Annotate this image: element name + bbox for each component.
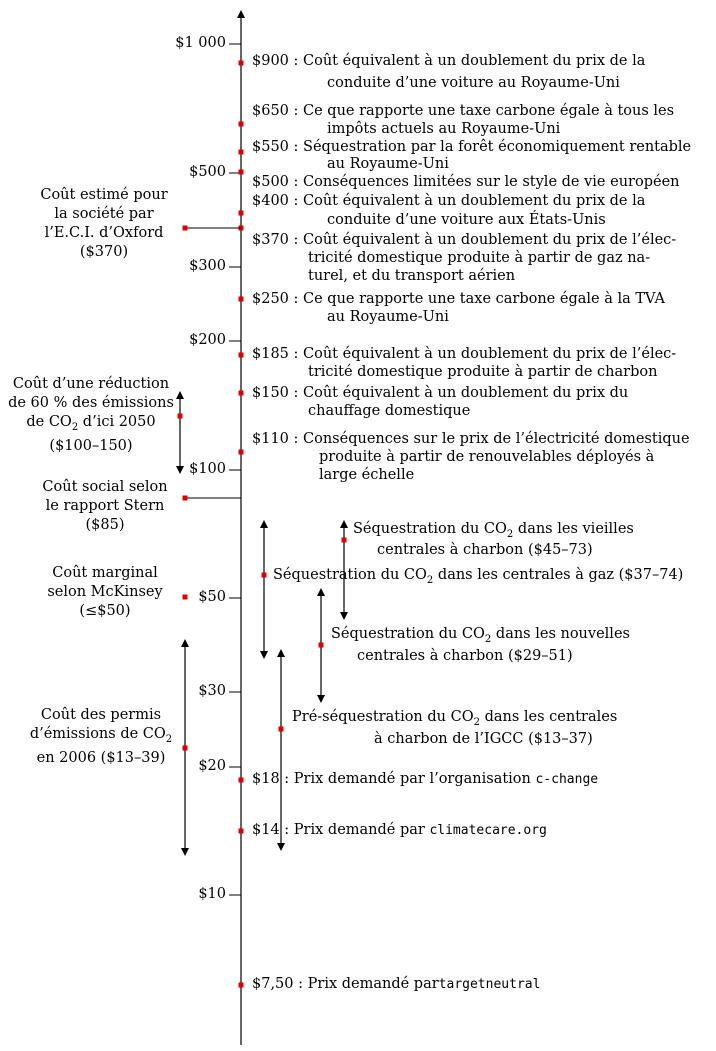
item-650: $650 : Ce que rapporte une taxe carbone égale à tous les bbox=[252, 103, 675, 119]
tick-label: $300 bbox=[189, 258, 226, 274]
marker-110 bbox=[239, 450, 244, 455]
item-14: $14 : Prix demandé par climatecare.org bbox=[252, 822, 547, 838]
tick-label: $1 000 bbox=[175, 35, 226, 51]
item-185-line2: tricité domestique produite à partir de charbon bbox=[308, 364, 658, 380]
marker-18 bbox=[239, 778, 244, 783]
marker-185 bbox=[239, 353, 244, 358]
item-900: $900 : Coût équivalent à un doublement du prix de la bbox=[252, 53, 646, 69]
ccs-gaz: Séquestration du $CO_2$ dans les centrales à gaz ($37–74) bbox=[273, 567, 684, 586]
tick-label: $200 bbox=[189, 332, 226, 348]
item-650-line2: impôts actuels au Royaume-Uni bbox=[327, 121, 561, 137]
marker-250 bbox=[239, 297, 244, 302]
tick-label: $30 bbox=[198, 683, 226, 699]
ccs-nouvelles: Séquestration du $CO_2$ dans les nouvelles bbox=[331, 626, 630, 645]
tick-label: $500 bbox=[189, 164, 226, 180]
left-oxford: Coût estimé pour la société par l’E.C.I. d’Oxford ($370) bbox=[40, 187, 168, 260]
ccs-vieilles-line2: centrales à charbon ($45–73) bbox=[377, 542, 593, 558]
marker-900 bbox=[239, 61, 244, 66]
marker-650 bbox=[239, 122, 244, 127]
marker-150 bbox=[239, 391, 244, 396]
item-18: $18 : Prix demandé par l’organisation c-change bbox=[252, 771, 599, 787]
item-500: $500 : Conséquences limitées sur le style de vie européen bbox=[252, 174, 680, 190]
item-250: $250 : Ce que rapporte une taxe carbone égale à la TVA bbox=[252, 291, 665, 307]
marker-500 bbox=[239, 170, 244, 175]
item-110: $110 : Conséquences sur le prix de l’électricité domestique bbox=[252, 431, 690, 447]
item-900-line2: conduite d’une voiture au Royaume-Uni bbox=[327, 75, 620, 91]
ccs-vieilles: Séquestration du $CO_2$ dans les vieilles bbox=[353, 521, 634, 540]
left-stern: Coût social selon le rapport Stern ($85) bbox=[42, 479, 168, 533]
ccs-igcc: Pré-séquestration du $CO_2$ dans les centrales bbox=[292, 709, 618, 728]
tick-label: $10 bbox=[198, 886, 226, 902]
marker-14 bbox=[239, 829, 244, 834]
ccs-igcc-line2: à charbon de l’IGCC ($13–37) bbox=[374, 731, 593, 747]
item-550: $550 : Séquestration par la forêt économiquement rentable bbox=[252, 139, 692, 155]
marker-7-50 bbox=[239, 983, 244, 988]
item-400-line2: conduite d’une voiture aux États-Unis bbox=[327, 212, 606, 228]
tick-label: $20 bbox=[198, 758, 226, 774]
item-110-line2: produite à partir de renouvelables déployés à bbox=[319, 449, 655, 465]
item-370: $370 : Coût équivalent à un doublement du prix de l’élec- bbox=[252, 232, 677, 248]
left-permis: Coût des permis d’émissions de $CO_2$ en 2006 ($13–39) bbox=[29, 707, 173, 766]
item-110-line3: large échelle bbox=[319, 467, 415, 483]
ccs-nouvelles-line2: centrales à charbon ($29–51) bbox=[357, 648, 573, 664]
item-250-line2: au Royaume-Uni bbox=[327, 309, 449, 325]
tick-label: $50 bbox=[198, 589, 226, 605]
tick-label: $100 bbox=[189, 461, 226, 477]
marker-400 bbox=[239, 211, 244, 216]
left-2050: Coût d’une réduction de 60 % des émissions de $CO_2$ d’ici 2050 ($100–150) bbox=[8, 376, 174, 454]
item-185: $185 : Coût équivalent à un doublement du prix de l’élec- bbox=[252, 346, 677, 362]
left-mckinsey: Coût marginal selon McKinsey (≤$50) bbox=[47, 565, 163, 619]
item-370-line3: turel, et du transport aérien bbox=[308, 268, 516, 284]
item-150-line2: chauffage domestique bbox=[308, 403, 471, 419]
item-400: $400 : Coût équivalent à un doublement du prix de la bbox=[252, 193, 646, 209]
item-550-line2: au Royaume-Uni bbox=[327, 156, 449, 172]
item-7-50: $7,50 : Prix demandé partargetneutral bbox=[252, 976, 541, 992]
item-150: $150 : Coût équivalent à un doublement du prix du bbox=[252, 385, 629, 401]
marker-550 bbox=[239, 150, 244, 155]
item-370-line2: tricité domestique produite à partir de gaz na- bbox=[308, 250, 651, 266]
